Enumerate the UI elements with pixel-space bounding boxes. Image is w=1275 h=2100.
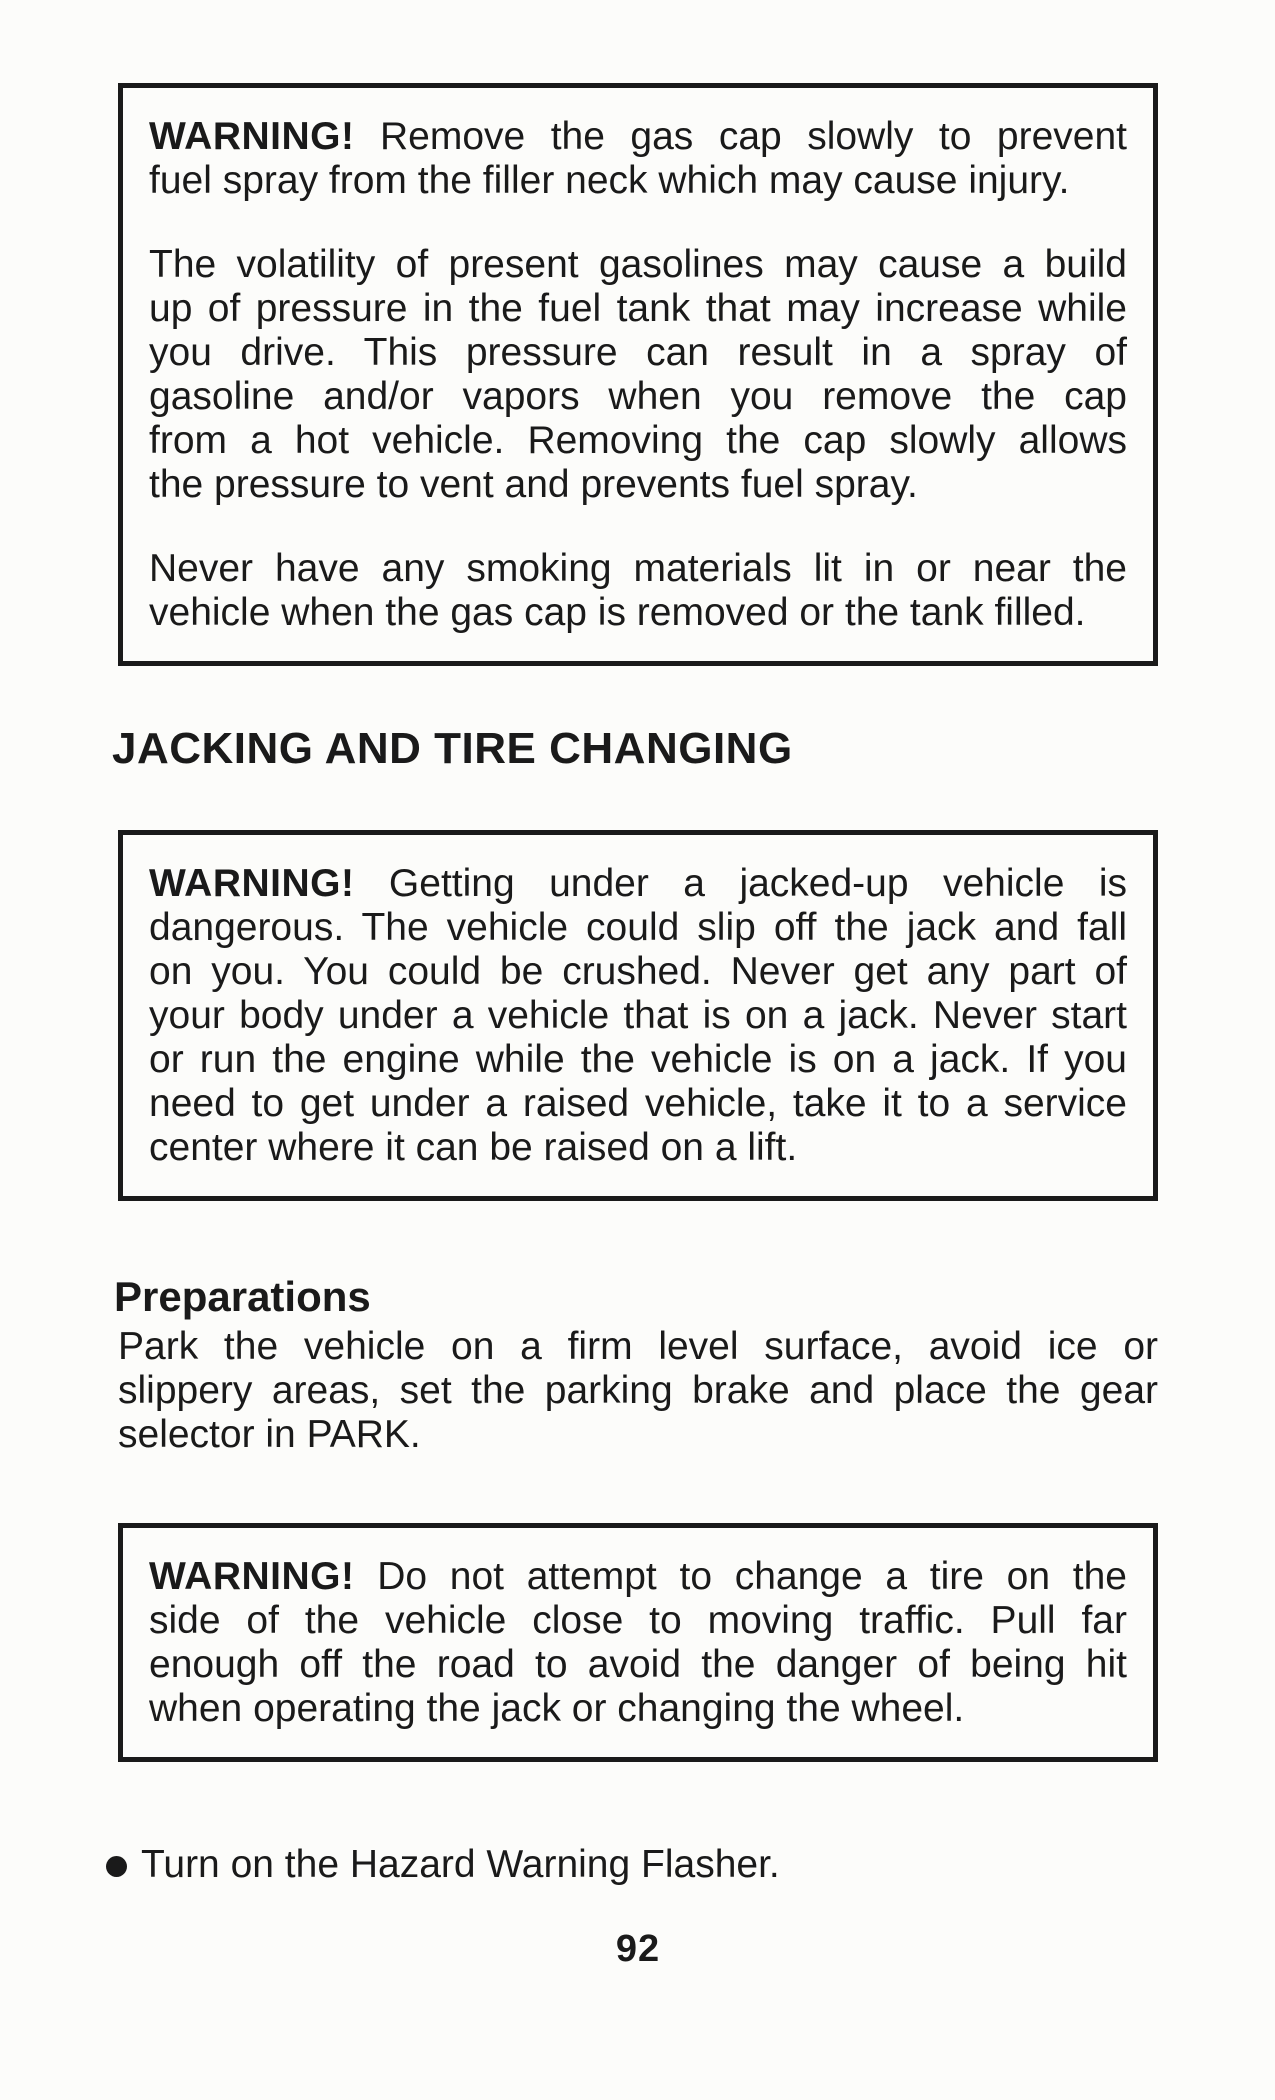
text-line: WARNING! Do not attempt to change a tire on the	[149, 1555, 1127, 1598]
text-line: Park the vehicle on a firm level surface, avoid ice or	[118, 1325, 1158, 1368]
paragraph	[149, 862, 1127, 1170]
text-line: your body under a vehicle that is on a jack. Never start	[149, 994, 1127, 1037]
warning-label: WARNING!	[149, 1555, 355, 1598]
text-line: center where it can be raised on a lift.	[149, 1126, 798, 1169]
section-heading-jacking: JACKING AND TIRE CHANGING	[112, 724, 793, 773]
bullet-item-hazard-flasher	[106, 1842, 1158, 1888]
text-line: when operating the jack or changing the wheel.	[149, 1687, 965, 1730]
text-line: Never have any smoking materials lit in or near the	[149, 547, 1127, 590]
text-line: on you. You could be crushed. Never get any part of	[149, 950, 1127, 993]
text-line: selector in PARK.	[118, 1413, 421, 1456]
text-line: side of the vehicle close to moving traffic. Pull far	[149, 1599, 1127, 1642]
bullet-text: Turn on the Hazard Warning Flasher.	[141, 1843, 780, 1886]
page-number: 92	[615, 1928, 661, 1970]
text-line: dangerous. The vehicle could slip off the jack and fall	[149, 906, 1127, 949]
text-line: slippery areas, set the parking brake and place the gear	[118, 1369, 1158, 1412]
text-line: WARNING! Getting under a jacked-up vehicle is	[149, 862, 1127, 905]
warning-label: WARNING!	[149, 115, 355, 158]
text-line: WARNING! Remove the gas cap slowly to prevent	[149, 115, 1127, 158]
page-content	[112, 83, 1158, 1971]
text-line: gasoline and/or vapors when you remove the cap	[149, 375, 1127, 418]
text-line: from a hot vehicle. Removing the cap slowly allows	[149, 419, 1127, 462]
text-line: the pressure to vent and prevents fuel spray.	[149, 463, 918, 506]
paragraph	[149, 547, 1127, 635]
text-line: up of pressure in the fuel tank that may increase while	[149, 287, 1127, 330]
text-line: fuel spray from the filler neck which may cause injury.	[149, 159, 1070, 202]
warning-box-fuel-cap	[118, 83, 1158, 666]
paragraph	[149, 1555, 1127, 1731]
warning-box-moving-traffic	[118, 1523, 1158, 1762]
text-line: you drive. This pressure can result in a spray of	[149, 331, 1127, 374]
warning-box-jacked-vehicle	[118, 830, 1158, 1201]
preparations-heading: Preparations	[114, 1273, 371, 1320]
paragraph	[118, 1325, 1158, 1457]
preparations-paragraph	[118, 1325, 1158, 1457]
text-line: vehicle when the gas cap is removed or the tank filled.	[149, 591, 1086, 634]
text-line: The volatility of present gasolines may cause a build	[149, 243, 1127, 286]
paragraph	[149, 243, 1127, 507]
paragraph	[149, 115, 1127, 203]
text-line: need to get under a raised vehicle, take it to a service	[149, 1082, 1127, 1125]
text-line: or run the engine while the vehicle is on a jack. If you	[149, 1038, 1127, 1081]
text-line: enough off the road to avoid the danger of being hit	[149, 1643, 1127, 1686]
warning-label: WARNING!	[149, 862, 355, 905]
bullet-icon	[106, 1856, 127, 1877]
